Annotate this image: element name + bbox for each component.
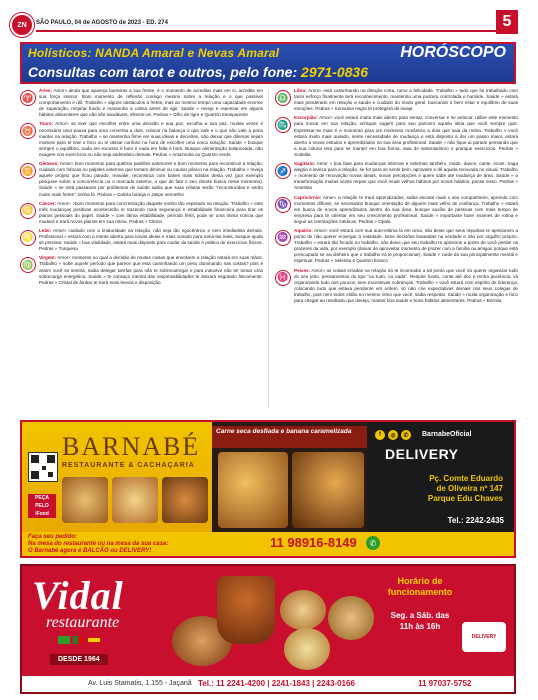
vidal-logo: Vidal	[32, 573, 124, 618]
vidal-hours-title	[378, 576, 462, 598]
zodiac-icon: ♌	[20, 230, 36, 246]
sign-body: Amor» cuidado com a imaturidade na relação, não seja tão egocêntrico e nem imediatista demais. Profissional » estará com a mente aberta para novas ideias e mais ousado para tomá-las reais, busque ajuda se precisar. Saúde » boa vitalidade, estará mais disposto para cuidar da saúde e prática de exercícios físicos. Pedras » Turquesa	[39, 227, 263, 252]
brazil-flag-icon	[58, 636, 70, 644]
whatsapp-icon[interactable]: ✆	[401, 430, 411, 440]
issue-date: SÃO PAULO, 04 de AGOSTO de 2023 - ED. 274	[36, 20, 168, 26]
banner-consult	[28, 64, 368, 80]
vidal-address: Av. Luis Stamatis, 1.155 - Jaçanã	[88, 680, 192, 687]
column-divider	[268, 90, 269, 408]
zodiac-icon: ♊	[20, 163, 36, 179]
sign-text	[39, 161, 263, 198]
barnabe-whatsapp-number[interactable]: 11 98916-8149	[270, 535, 357, 550]
whatsapp-icon[interactable]: ✆	[366, 536, 380, 550]
sign-name: Touro:	[39, 121, 54, 127]
zodiac-icon: ♍	[20, 257, 36, 273]
newspaper-logo: ZN	[10, 13, 34, 37]
barnabe-address	[391, 474, 503, 504]
horoscope-sign	[275, 115, 518, 158]
sign-name: Leão:	[39, 227, 52, 233]
zodiac-icon: ♏	[275, 117, 291, 133]
cta-line: Na mesa do restaurante ou na mesa da sua casa:	[28, 541, 169, 547]
sign-body: Amor» ainda que apareça barreiras a sua frente, é o momento de acreditar mais em si, acredite em sua força interior. Bom momento de reflexão consigo mesmo sobre a relação e o que possível comportamento é útil. Trabalho » alguns obstáculos à frente, mas ao mesmo tempo uma capacidade enorme de superação, respirar fundo e mantenha a calma antes de agir. Saúde » reveja e repensar em alguns hábitos alimentares que não são saudáveis, elimine-os. Pedras » Olho de tigre e Quartzo transparente	[39, 88, 263, 118]
horoscope-sign	[20, 161, 263, 198]
sign-body: Amor» momento no qual a decisão de muitas coisas que envolvem a relação estará em suas mãos. Trabalho » sobe aquele período que parece que está caminhando um peso dominando nas costas? pois é assim você se sentirá, saiba delegar tarefas para não te sobrecarregar e para induvive não ter tomar uma sobrecarga energética. Saúde » te cansaço mental das responsabilidades te deixará esgotado fisicamente. Pedras » Cristal de âmbar te trará mais leveza e disposição.	[39, 255, 263, 285]
sign-body: Amor» você estará com sua auto-estima lá em cima, não deixe que seus impulsos te aprisionem a ponto de não querer enxergar a realidade, tome decisões baseadas na verdade e não por orgulho próprio. Trabalho » estará tão focado no trabalho, não deixe que seu trabalho te aprisione a ponto de você perder os prazeres da vida, por exemplo (deixar de aproveitar momento de prazer com a família ou amigos porque está preocupado se vai dinheiro que o trabalho irá te proporcionar). Saúde » cuide da sua principalmente mental e espiritual. Pedras » Selenita e Quartzo branco	[294, 227, 518, 264]
food-photo	[328, 596, 374, 640]
barnabe-cta	[28, 534, 168, 555]
zodiac-icon: ♋	[20, 203, 36, 219]
qr-code-icon	[28, 452, 58, 482]
sign-text	[294, 161, 518, 191]
hours-title-line: Horário de	[397, 576, 443, 586]
horoscope-sign	[275, 268, 518, 305]
barnabe-info-panel	[367, 422, 514, 532]
sign-body: Amor » boa fase para mudanças internas e externas também, mude, dance, cante, inove, traga alegria e leveza para a relação, se for para se sentir bem, aproveite e dê aquela renovada no visual. Trabalho » momento de renovação novas ideias, novas percepções e quem sabe até mudança de área. Saúde » a transformação muitas vezes requer que você mude velhos hábitos por novos hábitos, pense nisso. Pedras » Ametista	[294, 161, 518, 191]
banner-phone: 2971-0836	[301, 64, 368, 80]
sign-text	[294, 268, 518, 305]
sign-text	[39, 228, 263, 252]
address-line: Parque Edu Chaves	[427, 494, 503, 503]
sign-text	[39, 88, 263, 118]
zodiac-icon: ♓	[275, 270, 291, 286]
horoscope-sign	[275, 88, 518, 112]
barnabe-delivery: DELIVERY	[385, 446, 459, 462]
flags	[58, 636, 100, 644]
portugal-flag-icon	[73, 636, 85, 644]
address-line: Pç. Comte Eduardo	[429, 474, 503, 483]
sign-body: Amor» está caminhando na direção certa, rumo a felicidade. Trabalho » tudo que foi trabalhado com tanto esforço finalmente terá reconhecimento, mantenha uma postura controlada e humilde. Saúde » estará mais ponderado em relação a saúde e cuidado do modo geral, buscando o bem estar e equilíbrio de suas emoções. Pedras » turmalina negra te protegerá de inveja	[294, 88, 518, 112]
vidal-whatsapp[interactable]: 11 97037-5752	[418, 679, 472, 688]
barnabe-ad[interactable]	[20, 420, 516, 558]
hours-line: Seg. a Sáb. das	[390, 611, 450, 620]
vidal-ad[interactable]	[20, 564, 516, 694]
food-photo	[292, 452, 364, 528]
barnabe-brand-panel	[22, 422, 212, 532]
sign-body: Amor» a relação te trará aprendizados, saiba escutar mais o seu companheiro, aprenda com momentos difíceis, se necessário busque orientação de alguém mais velho de confiança. Trabalho » estará em busca de novos aprendizados dentro da sua área, busque auxílio de pessoas com mais tempo de empresa para te orientar em seu crescimento profissional. Saúde » importante fazer exames de rotina e seguir as orientações médicas. Pedras » Opala	[294, 194, 518, 224]
food-photo	[112, 477, 158, 523]
sign-text	[39, 121, 263, 158]
cta-line: O Barnabé agora é BALCÃO ou DELIVERY!	[28, 548, 152, 554]
barnabe-handle[interactable]: BarnabeOficial	[422, 431, 472, 438]
sign-name: Peixes:	[294, 267, 311, 273]
horoscope-sign	[20, 255, 263, 285]
hours-title-line: funcionamento	[387, 587, 453, 597]
food-photo	[218, 452, 288, 528]
sign-text	[39, 255, 263, 285]
barnabe-cta-bar	[22, 532, 516, 556]
zodiac-icon: ♈	[20, 90, 36, 106]
food-photo	[62, 477, 108, 523]
sign-text	[294, 228, 518, 265]
sign-text	[294, 195, 518, 225]
sign-name: Virgem:	[39, 255, 57, 261]
sign-body: Amor» as coisas erradas na relação irá te incomodar a tal ponto que você irá querer organizar tudo do seu jeito, pensamentos do tipo "ou tudo, ou nada". Respire fundo, conte até dez e tenha paciência, vá organizando tudo aos poucos, sem excessivas cobranças. Trabalho » você estará com espírito de liderança, colocando tudo que estava pendente em ordem, só não crie expectativas demais nos seus colegas de trabalho, pois nem todos estão no mesmo ritmo que você, saiba respeitar. Saúde » muita organização e foco para chegar ao resultado que deseja, manter boa saúde e bons hábitos alimentares. Pedras » Bornita	[294, 267, 518, 303]
food-photo	[217, 576, 275, 644]
horoscope-banner	[20, 42, 516, 84]
zodiac-icon: ♉	[20, 123, 36, 139]
sign-name: Libra:	[294, 88, 307, 93]
barnabe-subtitle: RESTAURANTE & CACHAÇARIA	[62, 462, 195, 469]
horoscope-sign	[275, 195, 518, 225]
zodiac-icon: ♐	[275, 163, 291, 179]
vidal-subtitle: restaurante	[46, 614, 120, 631]
sign-body: Amor» bom momento para quebrar padrões anteriores e bom momento para reconstruir a relação, cuidado com fofocas ou palpites externos que tentam diminuir ou causar pânico na relação. Trabalho » reveja aquele projeto que ficou parado, reavalie, reconstrua com bases mais sólidas desta vez (por exemplo pesquise sobre a concorrência ou o mercado externo, o que de fato o seu cliente busca neste momento). Saúde » se está passando por problemas de saúde saiba que suas células serão "reconstruídas e serão muito mais fortes", tenha fé. Pedras » Calcita laranja e Jaspe vermelho	[39, 161, 263, 197]
sign-name: Capricórnio:	[294, 194, 322, 200]
page-header	[0, 0, 538, 40]
delivery-moto-icon: DELIVERY	[462, 622, 506, 652]
food-photo	[280, 590, 326, 630]
cta-line: Faça seu pedido:	[28, 534, 78, 540]
instagram-icon[interactable]: ◎	[388, 430, 398, 440]
sign-text	[294, 115, 518, 158]
sign-text	[39, 201, 263, 225]
sign-name: Sagitário:	[294, 161, 316, 167]
banner-title: HORÓSCOPO	[400, 44, 506, 61]
barnabe-promo: Carne seca desfiada e banana caramelizada	[212, 426, 367, 448]
horoscope-left-column	[20, 88, 263, 413]
sign-name: Gêmeos:	[39, 161, 59, 167]
vidal-since: DESDE 1964	[50, 654, 108, 665]
tel-number[interactable]: 2242-2435	[465, 516, 504, 525]
vidal-phones[interactable]: Tel.: 11 2241-4200 | 2241-1843 | 2243-0166	[198, 679, 355, 688]
hours-line: 11h às 16h	[399, 622, 441, 631]
vidal-contact-bar	[22, 676, 516, 694]
barnabe-tel	[448, 516, 504, 525]
sign-text	[294, 88, 518, 112]
horoscope-right-column	[275, 88, 518, 413]
barnabe-logo: BARNABÉ	[62, 432, 201, 461]
horoscope-sign	[275, 161, 518, 191]
banner-consult-text: Consultas com tarot e outros, pelo fone:	[28, 64, 302, 80]
address-line: de Oliveira nº 147	[436, 484, 503, 493]
header-rule	[36, 30, 516, 32]
sign-body: Amor» se tiver que escolher entre uma decisão e sua paz, escolha a sua paz, muitas vezes é necessário uma pausa para uma conversa a dois, colocar na balança o que vale e o que não vale a pena manter na relação. Trabalho » se mantenha firme em suas ideias e decisões, não deixar que dilemas sejam motivos para te tirar o foco ou te deixar confuso na hora de escolher uma única solução. Saúde » busque sempre o equilíbrio, nada em excesso é bom e nada em falta é bom. Busque alimentação balanceada, não exagere nos exercícios ou não seja sedentário demais. Pedras » Amazonita ou Quartzo verde	[39, 121, 263, 157]
horoscope-sign	[275, 228, 518, 265]
sign-body: Amor» você estará muito mais aberto para sentar, conversar e se arriscar, utilize este momento para inovar em sua relação, arrisque sugerir para seu parceiro aquela ideia que você sempre quis. Expressar-se mais é o momento para um momento romântico a dois que saia da rotina. Trabalho » você estará muito mais ousado, sente necessidade de mudança e está disposto a dar um passo maior, estará aberto a novos estudos e aprendizados na sua área profissional. Saúde » não fique ai parado pensando que a sua coluna terá para se manter em boa forma, saia do sedentarismo e pratique exercícios. Pedras » Sodalita	[294, 115, 518, 157]
sign-name: Aquário:	[294, 227, 313, 233]
zodiac-icon: ♎	[275, 90, 291, 106]
spain-flag-icon	[88, 636, 100, 644]
tel-label: Tel.:	[447, 516, 464, 525]
sign-name: Câncer:	[39, 200, 57, 206]
zodiac-icon: ♒	[275, 230, 291, 246]
zodiac-icon: ♑	[275, 197, 291, 213]
sign-name: Escorpião:	[294, 115, 318, 121]
horoscope-sign	[20, 228, 263, 252]
ifood-badge[interactable]: PEÇA PELO iFood	[28, 494, 56, 518]
sign-body: Amor» »bom momento para concretização daquele sonho tão esperado na relação. Trabalho » este mês mudanças positivas acontecerão te trazendo mais segurança e estabilidade financeira para tirar os planos pessoais do papel. Saúde » com ótima estabilidade, período fértil, pode vir uma ótima notícia que mudará e trará novos planos em sua rotina. Pedras » Citrino	[39, 200, 263, 224]
sign-name: Áries:	[39, 88, 53, 93]
vidal-hours	[378, 610, 462, 632]
horoscope-sign	[20, 201, 263, 225]
social-icons	[375, 430, 411, 440]
page-number: 5	[496, 10, 518, 34]
horoscope-sign	[20, 88, 263, 118]
food-photo	[284, 628, 330, 670]
facebook-icon[interactable]: f	[375, 430, 385, 440]
banner-authors: Holísticos: NANDA Amaral e Nevas Amaral	[28, 46, 280, 60]
horoscope-sign	[20, 121, 263, 158]
food-photo	[162, 477, 208, 523]
